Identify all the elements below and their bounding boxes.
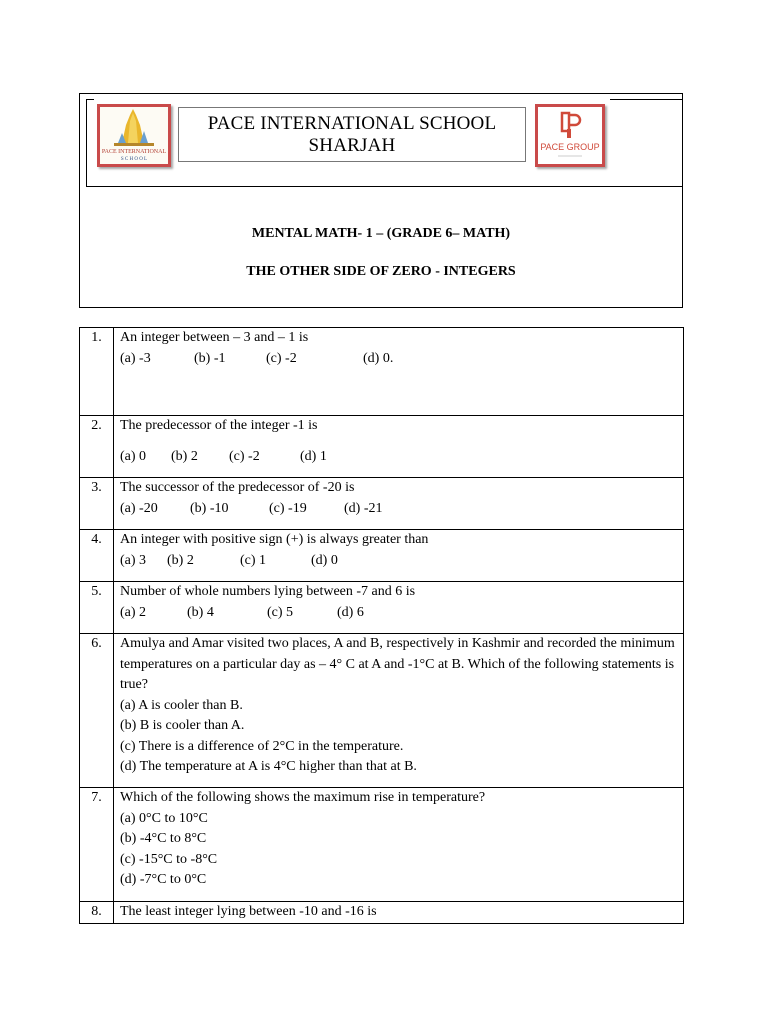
- option: (d) 0.: [363, 350, 394, 366]
- option: (b) -1: [194, 350, 226, 366]
- header-frame-corner: [86, 99, 94, 100]
- option: (a) 2: [120, 604, 147, 620]
- school-location: SHARJAH: [308, 135, 396, 156]
- question-text: Amulya and Amar visited two places, A and B, respectively in Kashmir and recorded the minimum temperatures on a particular day as – 4° C at A and -1°C at B. Which of the following statements is true?: [120, 636, 675, 692]
- question-text: The predecessor of the integer -1 is: [120, 418, 318, 433]
- question-options: [120, 349, 683, 370]
- option: (b) -4°C to 8°C: [120, 831, 207, 846]
- question-text: An integer between – 3 and – 1 is: [120, 330, 309, 345]
- question-options: [120, 603, 683, 624]
- question-options: [120, 499, 683, 520]
- option: (b) B is cooler than A.: [120, 718, 245, 733]
- option: (c) There is a difference of 2°C in the temperature.: [120, 738, 404, 754]
- question-number: 5.: [80, 582, 114, 634]
- question-cell: [114, 478, 684, 530]
- question-text: The least integer lying between -10 and -16 is: [120, 904, 377, 919]
- question-number: 6.: [80, 634, 114, 788]
- question-cell: [114, 902, 684, 924]
- question-row: [80, 416, 684, 478]
- school-name: PACE INTERNATIONAL SCHOOL: [207, 113, 497, 134]
- option: (d) -7°C to 0°C: [120, 872, 207, 887]
- option: (a) 3: [120, 552, 147, 568]
- school-name-box: [178, 107, 526, 162]
- question-text: An integer with positive sign (+) is always greater than: [120, 532, 429, 547]
- option: (c) -19: [269, 500, 307, 516]
- question-cell: [114, 634, 684, 788]
- worksheet-title: MENTAL MATH- 1 – (GRADE 6– MATH): [251, 226, 511, 241]
- question-row: [80, 582, 684, 634]
- option: (d) 6: [337, 604, 364, 620]
- option: (a) 0: [120, 448, 147, 464]
- pace-group-logo: [535, 104, 605, 167]
- svg-text:PACE GROUP: PACE GROUP: [540, 142, 600, 152]
- option: (b) 2: [171, 448, 198, 464]
- option: (c) -15°C to -8°C: [120, 851, 218, 867]
- option: (b) 4: [187, 604, 214, 620]
- svg-text:PACE INTERNATIONAL: PACE INTERNATIONAL: [101, 149, 167, 155]
- option: (c) 1: [240, 552, 267, 568]
- option: (a) -20: [120, 500, 158, 516]
- school-logo: [97, 104, 171, 167]
- question-cell: [114, 530, 684, 582]
- question-options: [120, 447, 683, 468]
- question-number: 7.: [80, 788, 114, 902]
- question-number: 1.: [80, 328, 114, 416]
- question-cell: [114, 416, 684, 478]
- question-row: [80, 788, 684, 902]
- option: (c) 5: [267, 604, 294, 620]
- header-frame-corner: [610, 99, 683, 100]
- option: (c) -2: [229, 448, 260, 464]
- question-row: [80, 478, 684, 530]
- question-number: 4.: [80, 530, 114, 582]
- question-number: 8.: [80, 902, 114, 924]
- question-number: 2.: [80, 416, 114, 478]
- option: (d) The temperature at A is 4°C higher than that at B.: [120, 759, 417, 774]
- question-cell: [114, 788, 684, 902]
- question-text: The successor of the predecessor of -20 is: [120, 480, 355, 495]
- question-row: [80, 902, 684, 924]
- option: (c) -2: [266, 350, 297, 366]
- question-row: [80, 634, 684, 788]
- option: (a) -3: [120, 350, 151, 366]
- worksheet-subtitle: THE OTHER SIDE OF ZERO - INTEGERS: [246, 264, 516, 279]
- question-number: 3.: [80, 478, 114, 530]
- question-cell: [114, 582, 684, 634]
- option: (d) -21: [344, 500, 383, 516]
- question-text: Number of whole numbers lying between -7 and 6 is: [120, 584, 416, 599]
- questions-table: [79, 327, 684, 924]
- option: (b) 2: [167, 552, 194, 568]
- option: (a) A is cooler than B.: [120, 697, 243, 713]
- option: (a) 0°C to 10°C: [120, 810, 208, 826]
- option: (b) -10: [190, 500, 229, 516]
- question-text: Which of the following shows the maximum rise in temperature?: [120, 790, 486, 805]
- option: (d) 1: [300, 448, 327, 464]
- question-options: [120, 551, 683, 572]
- question-cell: [114, 328, 684, 416]
- question-row: [80, 328, 684, 416]
- svg-text:S C H O O L: S C H O O L: [120, 157, 148, 162]
- question-row: [80, 530, 684, 582]
- option: (d) 0: [311, 552, 338, 568]
